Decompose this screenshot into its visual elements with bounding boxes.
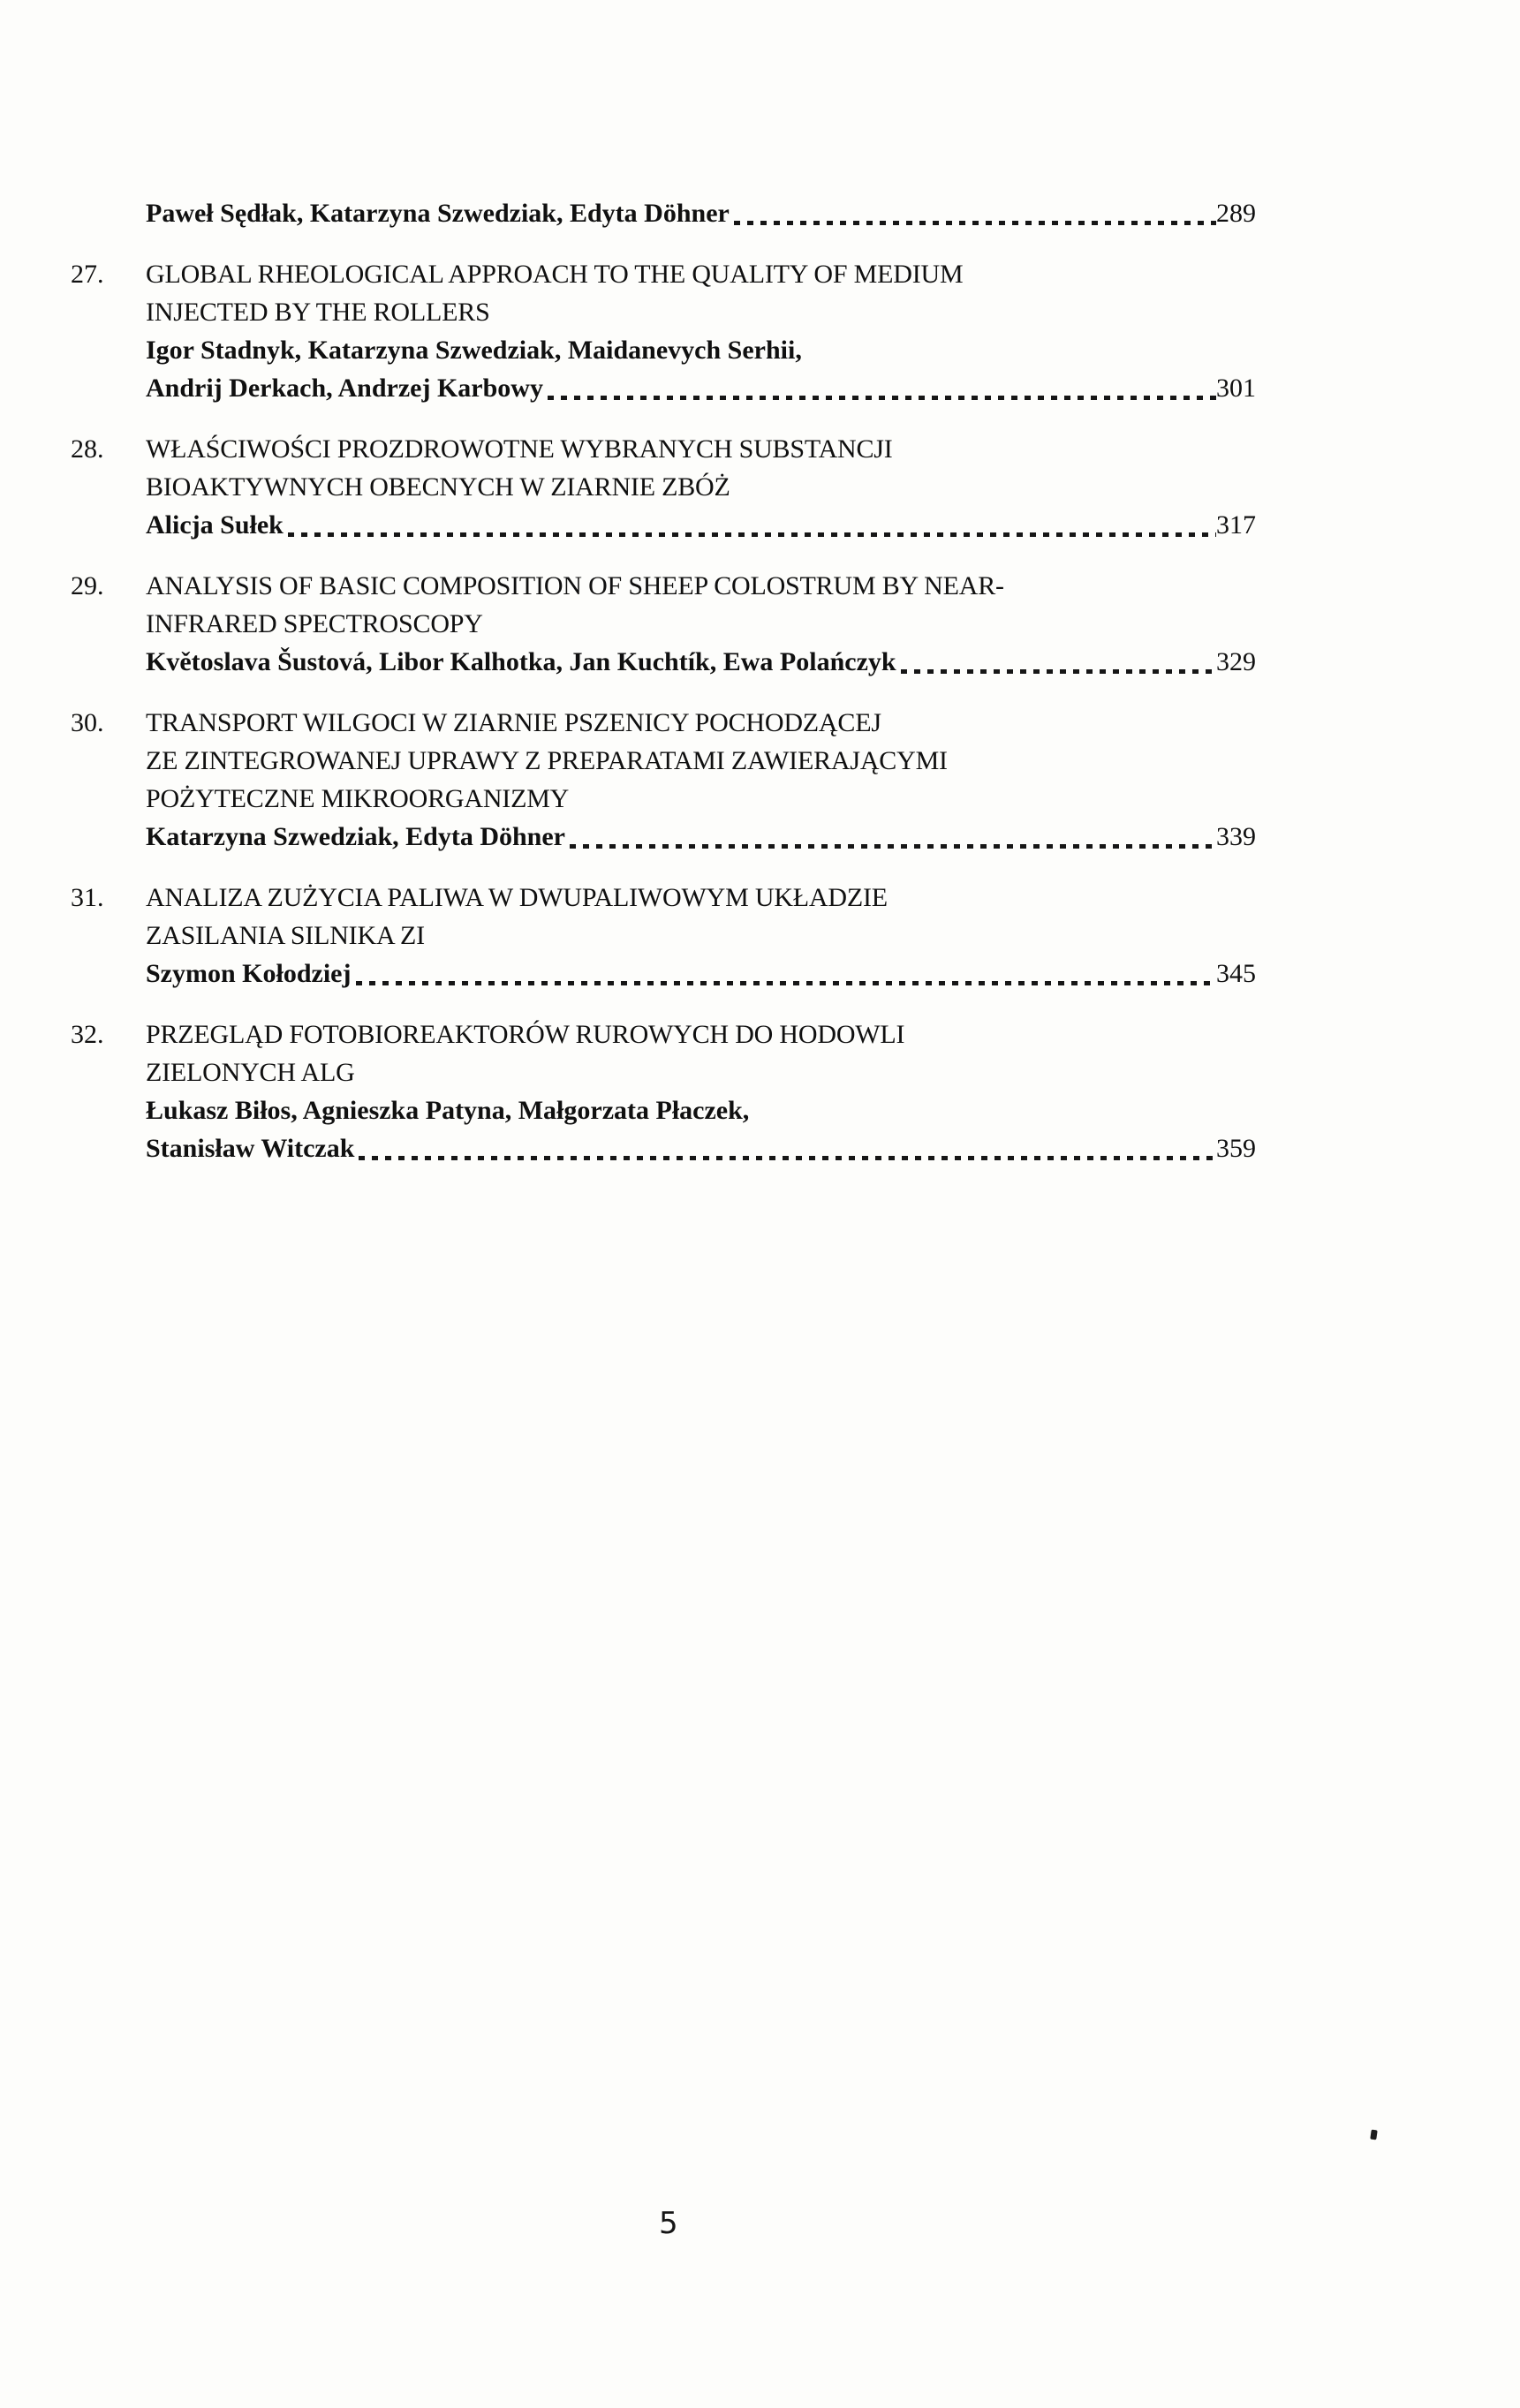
entry-leader-authors: Stanisław Witczak (146, 1134, 355, 1163)
dotted-leader (734, 221, 1216, 225)
entry-title-line: TRANSPORT WILGOCI W ZIARNIE PSZENICY POCHODZĄCEJ (146, 708, 881, 737)
toc-entry (71, 430, 1256, 544)
entry-leader-authors: Alicja Sułek (146, 510, 284, 540)
entry-body (146, 704, 1256, 856)
entry-title-line: BIOAKTYWNYCH OBECNYCH W ZIARNIE ZBÓŻ (146, 472, 730, 502)
toc-entry (71, 704, 1256, 856)
page-number: 5 (659, 2206, 678, 2241)
entry-leader-row (146, 955, 1256, 993)
entry-leader-authors: Paweł Sędłak, Katarzyna Szwedziak, Edyta Döhner (146, 199, 730, 228)
scan-speck-artifact (1370, 2130, 1377, 2140)
dotted-leader (901, 669, 1216, 674)
entry-title-line: ANALIZA ZUŻYCIA PALIWA W DWUPALIWOWYM UKŁADZIE (146, 883, 888, 912)
entry-leader-authors: Květoslava Šustová, Libor Kalhotka, Jan Kuchtík, Ewa Polańczyk (146, 647, 896, 676)
toc-continuation-row (71, 194, 1256, 232)
entry-number: 28. (71, 434, 104, 464)
toc-entry (71, 879, 1256, 993)
toc-entries (71, 255, 1256, 1167)
entry-title-line: ZE ZINTEGROWANEJ UPRAWY Z PREPARATAMI ZAWIERAJĄCYMI (146, 746, 948, 775)
entry-page-number: 289 (1216, 199, 1256, 228)
entry-title-line: GLOBAL RHEOLOGICAL APPROACH TO THE QUALITY OF MEDIUM (146, 260, 964, 289)
entry-title-line: PRZEGLĄD FOTOBIOREAKTORÓW RUROWYCH DO HODOWLI (146, 1020, 905, 1049)
toc-entry (71, 255, 1256, 407)
toc-entry (71, 1015, 1256, 1167)
entry-body (146, 430, 1256, 544)
dotted-leader (288, 532, 1216, 537)
entry-leader-row (146, 818, 1256, 856)
entry-number: 32. (71, 1020, 104, 1049)
entry-number: 31. (71, 883, 104, 912)
entry-body (146, 194, 1256, 232)
dotted-leader (359, 1156, 1216, 1160)
entry-title-line: ZASILANIA SILNIKA ZI (146, 921, 425, 950)
entry-title-line: INJECTED BY THE ROLLERS (146, 298, 490, 327)
entry-leader-row (146, 194, 1256, 232)
entry-leader-row (146, 506, 1256, 544)
entry-page-number: 329 (1216, 647, 1256, 676)
entry-title-line: ANALYSIS OF BASIC COMPOSITION OF SHEEP COLOSTRUM BY NEAR- (146, 571, 1004, 600)
entry-author-line: Igor Stadnyk, Katarzyna Szwedziak, Maidanevych Serhii, (146, 336, 802, 365)
entry-body (146, 879, 1256, 993)
entry-leader-authors: Szymon Kołodziej (146, 959, 352, 988)
table-of-contents (71, 194, 1256, 1167)
entry-title-line: WŁAŚCIWOŚCI PROZDROWOTNE WYBRANYCH SUBSTANCJI (146, 434, 893, 464)
entry-leader-row (146, 643, 1256, 681)
entry-number: 30. (71, 708, 104, 737)
entry-body (146, 1015, 1256, 1167)
entry-body (146, 255, 1256, 407)
dotted-leader (570, 844, 1216, 849)
dotted-leader (356, 981, 1217, 985)
entry-title-line: INFRARED SPECTROSCOPY (146, 609, 483, 638)
entry-number: 29. (71, 571, 104, 600)
entry-page-number: 345 (1216, 959, 1256, 988)
entry-author-line: Łukasz Biłos, Agnieszka Patyna, Małgorzata Płaczek, (146, 1096, 750, 1125)
entry-leader-authors: Andrij Derkach, Andrzej Karbowy (146, 374, 543, 403)
entry-leader-row (146, 1129, 1256, 1167)
entry-leader-authors: Katarzyna Szwedziak, Edyta Döhner (146, 822, 565, 851)
entry-body (146, 567, 1256, 681)
entry-number: 27. (71, 260, 104, 289)
entry-leader-row (146, 369, 1256, 407)
entry-page-number: 317 (1216, 510, 1256, 540)
dotted-leader (548, 396, 1216, 400)
entry-title-line: ZIELONYCH ALG (146, 1058, 355, 1087)
entry-title-line: POŻYTECZNE MIKROORGANIZMY (146, 784, 570, 813)
entry-page-number: 339 (1216, 822, 1256, 851)
entry-page-number: 301 (1216, 374, 1256, 403)
entry-page-number: 359 (1216, 1134, 1256, 1163)
toc-entry (71, 567, 1256, 681)
entry-number-spacer (71, 194, 146, 232)
